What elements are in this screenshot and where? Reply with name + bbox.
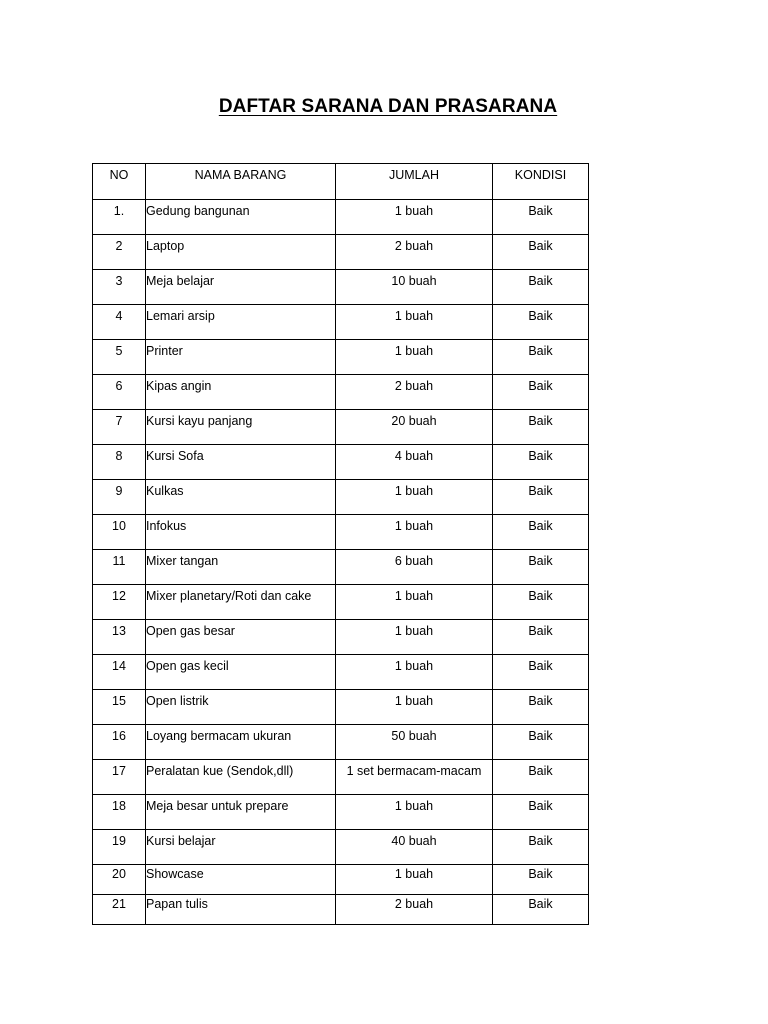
item-condition-cell: Baik (493, 760, 589, 795)
item-name-cell: Gedung bangunan (146, 200, 336, 235)
item-number-cell: 11 (93, 550, 146, 585)
item-condition-cell: Baik (493, 725, 589, 760)
item-quantity-cell: 4 buah (336, 445, 493, 480)
item-condition-cell: Baik (493, 305, 589, 340)
item-name-cell: Open gas kecil (146, 655, 336, 690)
item-quantity-cell: 1 buah (336, 620, 493, 655)
item-name-cell: Open gas besar (146, 620, 336, 655)
item-number-cell: 6 (93, 375, 146, 410)
item-quantity-cell: 2 buah (336, 235, 493, 270)
item-number-cell: 5 (93, 340, 146, 375)
item-quantity-cell: 2 buah (336, 895, 493, 925)
item-number-cell: 10 (93, 515, 146, 550)
item-name-cell: Mixer planetary/Roti dan cake (146, 585, 336, 620)
table-header-row (93, 164, 589, 200)
item-condition-cell: Baik (493, 410, 589, 445)
item-condition-cell: Baik (493, 585, 589, 620)
table-row (93, 760, 589, 795)
table-row (93, 235, 589, 270)
item-quantity-cell: 10 buah (336, 270, 493, 305)
item-name-cell: Open listrik (146, 690, 336, 725)
table-row (93, 655, 589, 690)
item-name-cell: Infokus (146, 515, 336, 550)
item-condition-cell: Baik (493, 200, 589, 235)
item-number-cell: 8 (93, 445, 146, 480)
table-row (93, 340, 589, 375)
item-number-cell: 18 (93, 795, 146, 830)
item-name-cell: Peralatan kue (Sendok,dll) (146, 760, 336, 795)
item-condition-cell: Baik (493, 895, 589, 925)
table-row (93, 690, 589, 725)
item-number-cell: 17 (93, 760, 146, 795)
item-number-cell: 15 (93, 690, 146, 725)
table-row (93, 200, 589, 235)
item-condition-cell: Baik (493, 690, 589, 725)
table-row (93, 895, 589, 925)
item-name-cell: Kursi kayu panjang (146, 410, 336, 445)
table-row (93, 550, 589, 585)
item-number-cell: 19 (93, 830, 146, 865)
item-number-cell: 2 (93, 235, 146, 270)
table-row (93, 515, 589, 550)
item-quantity-cell: 1 buah (336, 340, 493, 375)
item-name-cell: Loyang bermacam ukuran (146, 725, 336, 760)
item-quantity-cell: 1 buah (336, 585, 493, 620)
item-quantity-cell: 1 buah (336, 865, 493, 895)
item-quantity-cell: 1 buah (336, 795, 493, 830)
item-condition-cell: Baik (493, 865, 589, 895)
item-quantity-cell: 2 buah (336, 375, 493, 410)
table-row (93, 410, 589, 445)
table-row (93, 445, 589, 480)
page-title: DAFTAR SARANA DAN PRASARANA (218, 96, 558, 117)
item-name-cell: Laptop (146, 235, 336, 270)
inventory-table (92, 163, 589, 925)
column-header-quantity: JUMLAH (336, 164, 493, 200)
item-name-cell: Kursi Sofa (146, 445, 336, 480)
item-name-cell: Meja besar untuk prepare (146, 795, 336, 830)
item-number-cell: 3 (93, 270, 146, 305)
item-condition-cell: Baik (493, 795, 589, 830)
item-name-cell: Papan tulis (146, 895, 336, 925)
item-quantity-cell: 20 buah (336, 410, 493, 445)
table-row (93, 620, 589, 655)
item-number-cell: 1. (93, 200, 146, 235)
item-condition-cell: Baik (493, 445, 589, 480)
item-number-cell: 7 (93, 410, 146, 445)
table-row (93, 725, 589, 760)
item-condition-cell: Baik (493, 620, 589, 655)
column-header-condition: KONDISI (493, 164, 589, 200)
table-row (93, 830, 589, 865)
item-number-cell: 13 (93, 620, 146, 655)
table-row (93, 375, 589, 410)
item-number-cell: 16 (93, 725, 146, 760)
item-condition-cell: Baik (493, 480, 589, 515)
item-condition-cell: Baik (493, 375, 589, 410)
item-condition-cell: Baik (493, 270, 589, 305)
table-row (93, 795, 589, 830)
item-name-cell: Meja belajar (146, 270, 336, 305)
item-number-cell: 14 (93, 655, 146, 690)
item-name-cell: Printer (146, 340, 336, 375)
item-quantity-cell: 1 buah (336, 200, 493, 235)
item-name-cell: Lemari arsip (146, 305, 336, 340)
item-condition-cell: Baik (493, 655, 589, 690)
table-row (93, 865, 589, 895)
column-header-name: NAMA BARANG (146, 164, 336, 200)
item-number-cell: 20 (93, 865, 146, 895)
item-condition-cell: Baik (493, 515, 589, 550)
item-quantity-cell: 1 set bermacam-macam (336, 760, 493, 795)
item-name-cell: Kulkas (146, 480, 336, 515)
table-row (93, 305, 589, 340)
item-quantity-cell: 1 buah (336, 480, 493, 515)
item-condition-cell: Baik (493, 550, 589, 585)
item-quantity-cell: 50 buah (336, 725, 493, 760)
item-name-cell: Kipas angin (146, 375, 336, 410)
item-quantity-cell: 1 buah (336, 655, 493, 690)
item-number-cell: 21 (93, 895, 146, 925)
item-quantity-cell: 6 buah (336, 550, 493, 585)
item-quantity-cell: 1 buah (336, 305, 493, 340)
item-quantity-cell: 40 buah (336, 830, 493, 865)
item-condition-cell: Baik (493, 830, 589, 865)
table-row (93, 270, 589, 305)
item-condition-cell: Baik (493, 340, 589, 375)
table-body (93, 200, 589, 925)
item-number-cell: 4 (93, 305, 146, 340)
item-name-cell: Kursi belajar (146, 830, 336, 865)
item-quantity-cell: 1 buah (336, 515, 493, 550)
item-name-cell: Showcase (146, 865, 336, 895)
item-condition-cell: Baik (493, 235, 589, 270)
item-number-cell: 12 (93, 585, 146, 620)
table-row (93, 480, 589, 515)
item-quantity-cell: 1 buah (336, 690, 493, 725)
column-header-no: NO (93, 164, 146, 200)
item-name-cell: Mixer tangan (146, 550, 336, 585)
table-row (93, 585, 589, 620)
item-number-cell: 9 (93, 480, 146, 515)
